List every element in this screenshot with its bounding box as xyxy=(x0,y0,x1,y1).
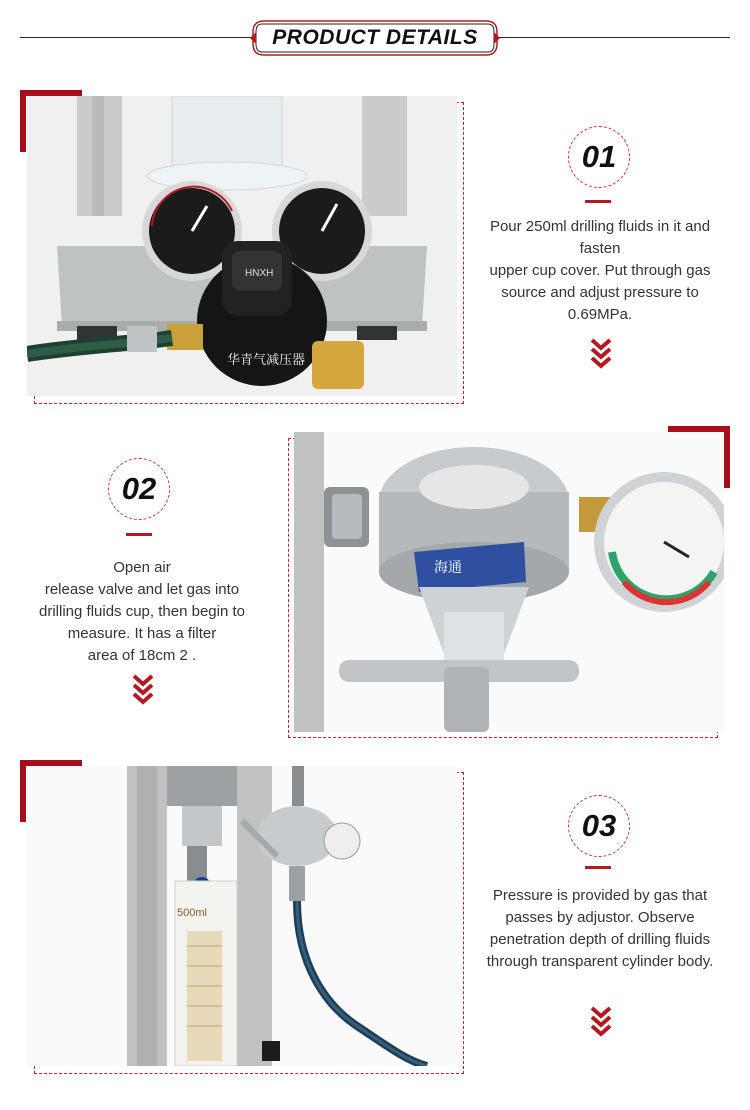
step-number-02: 02 xyxy=(108,458,170,520)
step-02-line: release valve and let gas into xyxy=(44,581,240,598)
step-03-line: Pressure is provided by gas that xyxy=(492,887,708,904)
header-line-right xyxy=(498,37,730,38)
step-01-line: Pour 250ml drilling fluids in it and xyxy=(489,218,711,235)
photo-regulator-gauges xyxy=(27,96,457,396)
gauge-label-text: 海通 xyxy=(434,560,462,576)
step-03-line: through transparent cylinder body. xyxy=(486,953,714,970)
photo-regulator-closeup xyxy=(294,432,724,732)
chevron-down-icon xyxy=(132,674,154,711)
page-title: PRODUCT DETAILS xyxy=(272,26,478,49)
photo2-right-bar xyxy=(724,426,730,488)
cylinder-label-text: 500ml xyxy=(177,907,207,919)
photo3-left-bar xyxy=(20,760,26,822)
step-01-line: source and adjust pressure to xyxy=(501,284,699,301)
step-number-01: 01 xyxy=(568,126,630,188)
step-number-03: 03 xyxy=(568,795,630,857)
step-02-line: drilling fluids cup, then begin to xyxy=(39,603,245,620)
step-01-underline xyxy=(585,200,611,203)
step-02-line: measure. It has a filter xyxy=(67,625,217,642)
header-line-left xyxy=(20,37,252,38)
chevron-down-icon xyxy=(590,338,612,375)
step-01-line: upper cup cover. Put through gas xyxy=(489,262,711,279)
step-01-line: fasten xyxy=(579,240,621,257)
step-02-description xyxy=(12,557,272,667)
step-02-underline xyxy=(126,533,152,536)
step-03-line: penetration depth of drilling fluids xyxy=(489,931,711,948)
step-03-description xyxy=(466,885,734,973)
photo-cylinder-assembly xyxy=(27,766,457,1066)
step-01-description xyxy=(470,216,730,326)
step-02-line: Open air xyxy=(113,559,171,576)
regulator-brand-text: HNXH xyxy=(245,268,274,279)
step-03-underline xyxy=(585,866,611,869)
step-01-line: 0.69MPa. xyxy=(567,306,633,323)
chevron-down-icon xyxy=(590,1006,612,1043)
photo1-left-bar xyxy=(20,90,26,152)
regulator-label-text: 华青气减压器 xyxy=(227,353,306,368)
step-02-line: area of 18cm 2 . xyxy=(87,647,197,664)
header-badge xyxy=(250,18,500,58)
step-03-line: passes by adjustor. Observe xyxy=(505,909,695,926)
